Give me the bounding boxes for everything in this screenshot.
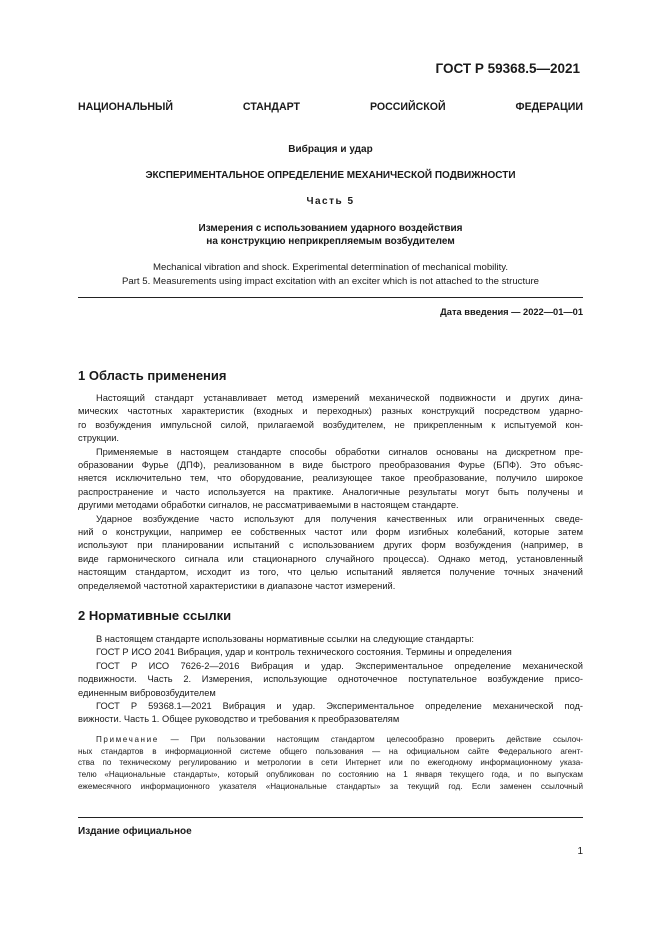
- text-line: ГОСТ Р 59368.1—2021 Вибрация и удар. Экспериментальное определение механической под-: [96, 701, 583, 712]
- english-title-line: Part 5. Measurements using impact excitation with an exciter which is not attached to the structure: [122, 275, 539, 287]
- section-2-body: [78, 633, 583, 727]
- note-line: [78, 734, 583, 746]
- text-line: определяемой частотной характеристики в диапазоне частот измерений.: [78, 580, 396, 591]
- text-line: виде гармонического сигнала или стационарного случайного процесса). Однако метод, установленный: [78, 553, 583, 564]
- note-text: — При пользовании настоящим стандартом целесообразно проверить действие ссылоч-: [158, 735, 583, 744]
- english-title: [0, 261, 661, 288]
- text-line: распространение и часто используется на практике. Аналогичные результаты могут быть получены и: [78, 486, 583, 497]
- page-number: 1: [577, 846, 583, 857]
- standard-subtitle: [0, 222, 661, 248]
- text-line: образовании Фурье (ДПФ), реализованном в виде быстрого преобразования Фурье (БПФ). Это объяс-: [78, 460, 583, 471]
- text-line: го возбуждения импульсной силой, прилагаемой возбудителем, не прикрепленным к испытуемой кон-: [78, 419, 583, 430]
- text-line: В настоящем стандарте использованы нормативные ссылки на следующие стандарты:: [96, 634, 475, 644]
- note-line: ства по техническому регулированию и метрологии в сети Интернет или по ежегодному информационному указа-: [78, 758, 583, 768]
- note-block: [78, 734, 583, 793]
- text-line: ГОСТ Р ИСО 2041 Вибрация, удар и контроль технического состояния. Термины и определения: [96, 647, 512, 658]
- note-line: ежемесячного информационного указателя «Национальные стандарты» за текущий год. Если заменен ссылочный: [78, 781, 583, 791]
- subtitle-line: на конструкцию неприкрепляемым возбудителем: [206, 236, 455, 247]
- divider-bottom: [78, 817, 583, 818]
- section-1-heading: 1 Область применения: [78, 368, 227, 383]
- text-line: мических частотных характеристик (входных и переходных) разных конструкций посредством ударно-: [78, 406, 583, 417]
- text-line: Настоящий стандарт устанавливает метод измерений механической подвижности и других дина-: [96, 393, 583, 403]
- text-line: подвижности. Часть 2. Измерения, использующие одноточечное поступательное возбуждение присо-: [78, 674, 583, 685]
- note-label: Примечание: [96, 735, 159, 744]
- text-line: няется исключительно тем, что оборудование, реализующее такое преобразование, получило широкое: [78, 473, 583, 484]
- standard-main-title: ЭКСПЕРИМЕНТАЛЬНОЕ ОПРЕДЕЛЕНИЕ МЕХАНИЧЕСКОЙ ПОДВИЖНОСТИ: [145, 170, 516, 181]
- english-title-line: Mechanical vibration and shock. Experimental determination of mechanical mobility.: [153, 262, 508, 273]
- edition-label: Издание официальное: [78, 826, 192, 837]
- text-line: Ударное возбуждение часто используют для получения качественных или ограниченных сведе-: [96, 513, 583, 524]
- text-line: Применяемые в настоящем стандарте способы обработки сигналов основаны на дискретном пре-: [96, 446, 583, 457]
- note-line: телю «Национальные стандарты», который опубликован по состоянию на 1 января текущего года, и по выпускам: [78, 770, 583, 780]
- text-line: ГОСТ Р ИСО 7626-2—2016 Вибрация и удар. Экспериментальное определение механической: [96, 660, 583, 671]
- text-line: единенным вибровозбудителем: [78, 687, 216, 698]
- section-2-heading: 2 Нормативные ссылки: [78, 608, 232, 623]
- national-standard-banner: НАЦИОНАЛЬНЫЙ СТАНДАРТ РОССИЙСКОЙ ФЕДЕРАЦИИ: [78, 101, 583, 113]
- text-line: вижности. Часть 1. Общее руководство и требования к преобразователям: [78, 714, 400, 725]
- introduction-date: Дата введения — 2022—01—01: [440, 307, 583, 317]
- text-line: используют при планировании испытаний с использованием других форм возбуждения (например, в: [78, 540, 583, 551]
- text-line: струкции.: [78, 433, 119, 444]
- divider-top: [78, 297, 583, 298]
- standard-topic: Вибрация и удар: [288, 144, 373, 155]
- document-number: ГОСТ Р 59368.5—2021: [435, 61, 580, 76]
- text-line: настоящим стандартом, исходит из того, что целью испытаний является получение точных значений: [78, 567, 583, 578]
- section-1-body: [78, 392, 583, 593]
- standard-part-label: Часть 5: [306, 196, 355, 207]
- text-line: другими методами обработки сигналов, не рассматриваемыми в настоящем стандарте.: [78, 500, 459, 511]
- subtitle-line: Измерения с использованием ударного воздействия: [198, 223, 463, 234]
- text-line: ний о конструкции, например ее собственных частот или форм изгибных колебаний, которые затем: [78, 527, 583, 538]
- note-line: ных стандартов в информационной системе общего пользования — на официальном сайте Федерального агент-: [78, 746, 583, 756]
